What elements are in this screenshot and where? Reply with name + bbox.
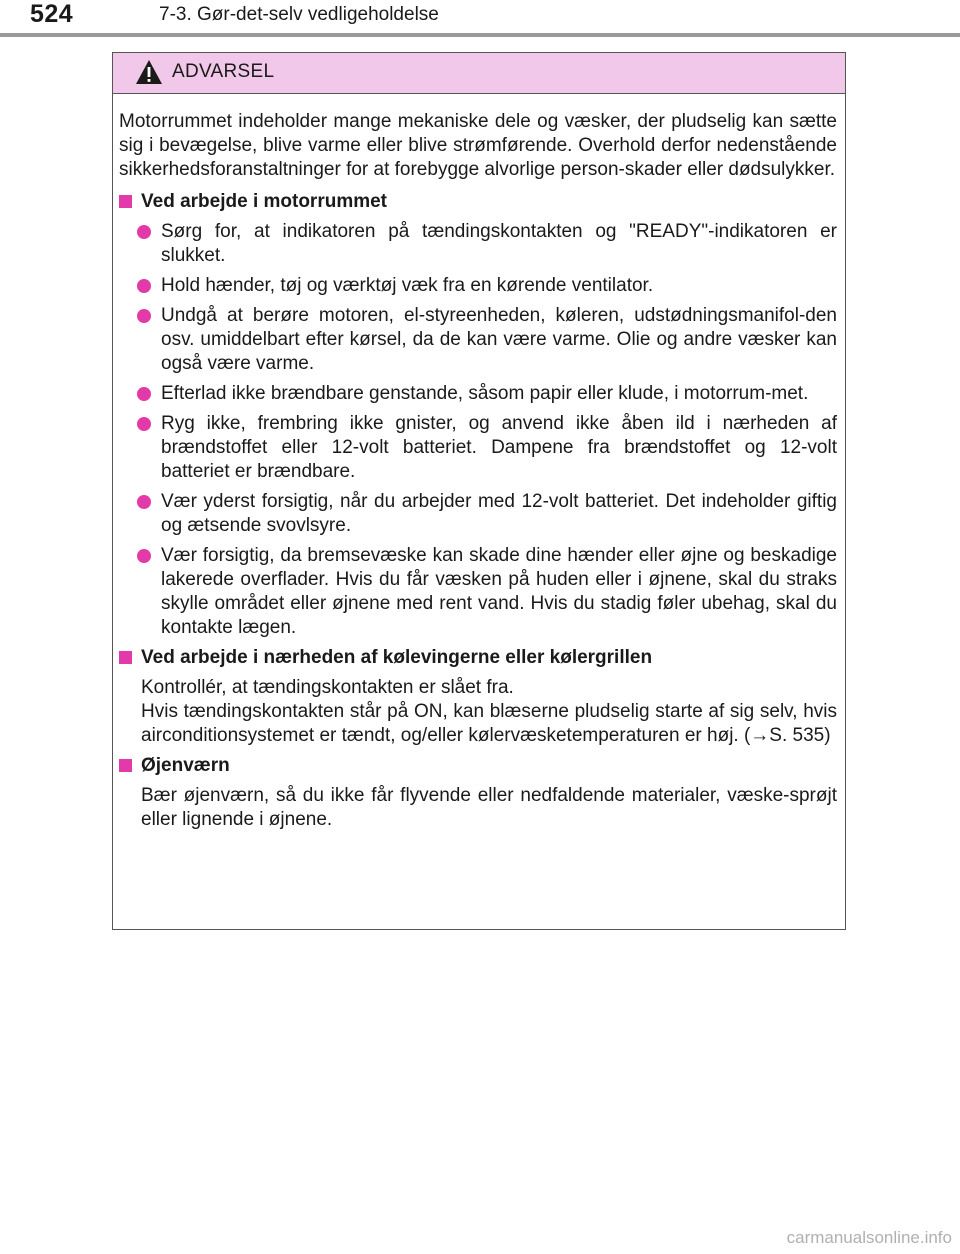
warning-title: ADVARSEL bbox=[172, 61, 275, 82]
bullet-text: Hold hænder, tøj og værktøj væk fra en kørende ventilator. bbox=[161, 275, 654, 296]
round-bullet-icon bbox=[137, 279, 151, 293]
round-bullet-icon bbox=[137, 309, 151, 323]
bullet-text: Vær forsigtig, da bremsevæske kan skade dine hænder eller øjne og beskadige lakerede overflader. Hvis du får væsken på huden eller i øjnene, skal du straks skylle området eller øjnene med rent vand. Hvis du stadig føler ubehag, skal du kontakte lægen. bbox=[161, 545, 837, 638]
page-header bbox=[0, 0, 960, 40]
bullet-item bbox=[119, 490, 837, 538]
bullet-text: Efterlad ikke brændbare genstande, såsom papir eller klude, i motorrum-met. bbox=[161, 383, 809, 404]
bullet-text: Undgå at berøre motoren, el-styreenheden, køleren, udstødningsmanifol-den osv. umiddelbart efter kørsel, da de kan være varme. Olie og andre væsker kan også være varme. bbox=[161, 305, 837, 374]
subheading-engine-compartment bbox=[119, 190, 837, 214]
round-bullet-icon bbox=[137, 225, 151, 239]
paragraph-text: Hvis tændingskontakten står på ON, kan blæserne pludselig starte af sig selv, hvis airconditionsystemet er tændt, og/eller kølervæsketemperaturen er høj. (→S. 535) bbox=[141, 701, 837, 746]
header-rule bbox=[0, 33, 960, 37]
warning-box bbox=[112, 52, 846, 930]
subheading-text: Øjenværn bbox=[141, 755, 230, 776]
round-bullet-icon bbox=[137, 495, 151, 509]
paragraph-text: Bær øjenværn, så du ikke får flyvende eller nedfaldende materialer, væske-sprøjt eller lignende i øjnene. bbox=[141, 785, 837, 830]
warning-intro: Motorrummet indeholder mange mekaniske dele og væsker, der pludselig kan sætte sig i bevægelse, blive varme eller blive strømførende. Overhold derfor nedenstående sikkerhedsforanstaltninger for at forebygge alvorlige person-skader eller dødsulykker. bbox=[119, 111, 837, 180]
bullet-item bbox=[119, 274, 837, 298]
bullet-text: Ryg ikke, frembring ikke gnister, og anvend ikke åben ild i nærheden af brændstoffet eller 12-volt batteriet. Dampene fra brændstoffet og 12-volt batteriet er brændbare. bbox=[161, 413, 837, 482]
square-bullet-icon bbox=[119, 759, 132, 772]
section-title: 7-3. Gør-det-selv vedligeholdelse bbox=[159, 4, 439, 25]
warning-body bbox=[113, 94, 845, 832]
bullet-item bbox=[119, 220, 837, 268]
bullet-text: Vær yderst forsigtig, når du arbejder med 12-volt batteriet. Det indeholder giftig og ætsende svovlsyre. bbox=[161, 491, 837, 536]
subheading-text: Ved arbejde i motorrummet bbox=[141, 191, 388, 212]
page-number: 524 bbox=[30, 0, 74, 28]
warning-header bbox=[113, 53, 845, 94]
bullet-text: Sørg for, at indikatoren på tændingskontakten og "READY"-indikatoren er slukket. bbox=[161, 221, 837, 266]
bullet-item bbox=[119, 382, 837, 406]
square-bullet-icon bbox=[119, 195, 132, 208]
watermark: carmanualsonline.info bbox=[786, 1228, 952, 1247]
round-bullet-icon bbox=[137, 549, 151, 563]
bullet-item bbox=[119, 304, 837, 376]
round-bullet-icon bbox=[137, 387, 151, 401]
bullet-item bbox=[119, 412, 837, 484]
bullet-item bbox=[119, 544, 837, 640]
square-bullet-icon bbox=[119, 651, 132, 664]
round-bullet-icon bbox=[137, 417, 151, 431]
subheading-radiator-fans bbox=[119, 646, 837, 670]
warning-triangle-icon bbox=[135, 59, 163, 85]
paragraph-text: Kontrollér, at tændingskontakten er slået fra. bbox=[141, 677, 514, 698]
subheading-text: Ved arbejde i nærheden af kølevingerne eller kølergrillen bbox=[141, 647, 653, 668]
subheading-eye-protection bbox=[119, 754, 837, 778]
